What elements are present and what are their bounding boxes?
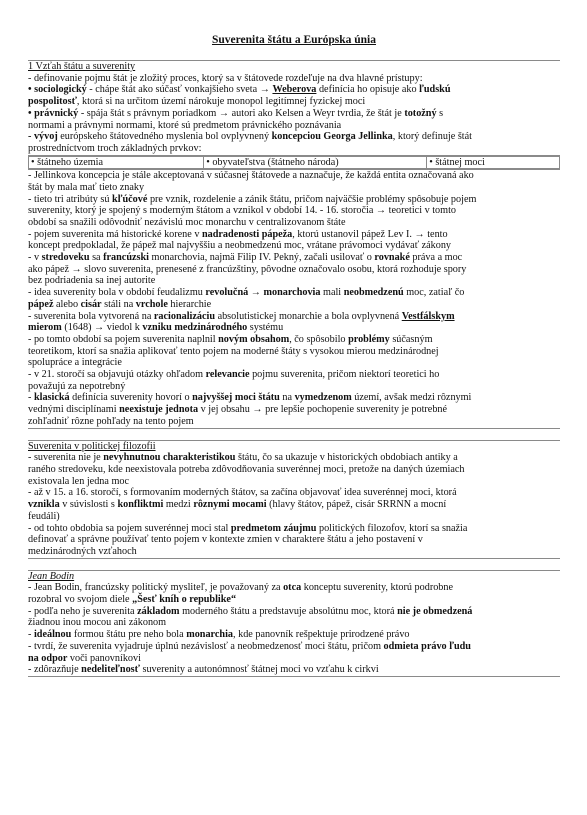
paragraph-line: - suverenita bola vytvorená na racionalizáciu absolutistickej monarchie a bola ovplyvnená Vestfálskym [28, 310, 455, 322]
section-heading-3: Jean Bodin [28, 570, 75, 582]
table-cell: • štátneho územia [29, 156, 204, 169]
spacer [28, 429, 560, 440]
paragraph-line: - v stredoveku sa francúzski monarchovia, najmä Filip IV. Pekný, začali usilovať o rovnaké práva a moc [28, 252, 463, 264]
section-frame-1 [28, 60, 560, 156]
document-page [28, 34, 560, 677]
paragraph-line: - Jellinkova koncepcia je stále akceptovaná v súčasnej štátovede a naznačuje, že každá entita označovaná ako [28, 170, 474, 182]
paragraph-line: - po tomto období sa pojem suverenita naplnil novým obsahom, čo spôsobilo problémy súčasným [28, 333, 433, 345]
paragraph-line: vznikla v súvislosti s konfliktmi medzi rôznymi mocami (hlavy štátov, pápež, cisár SRRNN a mocní [28, 499, 447, 511]
paragraph-line: - idea suverenity bola v období feudalizmu revolučná → monarchovia mali neobmedzenú moc, zatiaľ čo [28, 287, 465, 299]
table-cell: • štátnej moci [427, 156, 560, 169]
spacer [28, 559, 560, 570]
paragraph-line: žiadnou inou mocou ani zákonom [28, 617, 167, 629]
paragraph-line: na odpor voči panovníkovi [28, 652, 141, 664]
table-cell: • obyvateľstva (štátneho národa) [204, 156, 427, 169]
paragraph-line: • sociologický - chápe štát ako súčasť vonkajšieho sveta → Weberova definícia ho opisuje ako ľudskú [28, 84, 451, 96]
section-heading-1: 1 Vzťah štátu a suverenity [28, 61, 136, 72]
paragraph-line: - pojem suverenita má historické korene v nadradenosti pápeža, ktorú ustanovil pápež Lev I. → tento [28, 228, 448, 240]
paragraph-line: - suverenita nie je nevyhnutnou charakteristikou štátu, čo sa ukazuje v historických obdobiach antiky a [28, 452, 458, 464]
paragraph-line: - od tohto obdobia sa pojem suverénnej moci stal predmetom záujmu politických filozofov, ktorí sa snažia [28, 522, 468, 534]
paragraph-line: spolupráce a integrácie [28, 357, 122, 369]
paragraph-line: - vývoj európskeho štátovedného myslenia bol ovplyvnený koncepciou Georga Jellinka, ktorý definuje štát [28, 131, 472, 143]
paragraph-line: - definovanie pojmu štát je zložitý proces, ktorý sa v štátovede rozdeľuje na dva hlavné prístupy: [28, 72, 423, 84]
paragraph-line: považujú za nepotrebný [28, 380, 126, 392]
paragraph-line: medzinárodných vzťahoch [28, 545, 137, 557]
paragraph-line: • právnický - spája štát s právnym poriadkom → autori ako Kelsen a Weyr tvrdia, že štát je totožný s [28, 107, 444, 119]
paragraph-line: vednými disciplínami neexistuje jednota v jej obsahu → pre lepšie pochopenie suverenity je potrebné [28, 404, 448, 416]
paragraph-line: feudáli) [28, 510, 60, 522]
document-title: Suverenita štátu a Európska únia [211, 34, 377, 46]
paragraph-line: - podľa neho je suverenita základom moderného štátu a predstavuje absolútnu moc, ktorá nie je obmedzená [28, 605, 473, 617]
paragraph-line: bez podriadenia sa inej autorite [28, 275, 156, 287]
paragraph-line: prostredníctvom troch základných prvkov: [28, 142, 202, 154]
paragraph-line: - tvrdí, že suverenita vyjadruje úplnú nezávislosť a neobmedzenosť moci štátu, pričom odmieta právo ľudu [28, 640, 471, 652]
paragraph-line: ako pápež → slovo suverenita, prenesené z francúzštiny, pôvodne označovalo osobu, ktorá rozhoduje spory [28, 263, 467, 275]
paragraph-line: - v 21. storočí sa objavujú otázky ohľadom relevancie pojmu suverenita, pričom niektorí teoretici ho [28, 369, 440, 381]
paragraph-line: - až v 15. a 16. storočí, s formovaním moderných štátov, sa začína objavovať idea suverénnej moci, ktorá [28, 487, 457, 499]
paragraph-line: - ideálnou formou štátu pre neho bola monarchia, kde panovník rešpektuje prirodzené právo [28, 629, 410, 641]
paragraph-line: - zdôrazňuje nedeliteľnosť suverenity a autonómnosť štátnej moci vo vzťahu k cirkvi [28, 664, 379, 676]
paragraph-line: pospolitosť, ktorá si na určitom území nárokuje monopol legitímnej fyzickej moci [28, 96, 366, 108]
section-frame-1b [28, 169, 560, 428]
paragraph-line: normami a právnymi normami, ktoré sú predmetom právnického poznávania [28, 119, 342, 131]
paragraph-line: štát by mala mať tieto znaky [28, 181, 145, 193]
paragraph-line: období sa snažili odôvodniť nezávislú moc monarchu v centralizovanom štáte [28, 216, 346, 228]
paragraph-line: pápež alebo cisár stáli na vrchole hierarchie [28, 298, 212, 310]
paragraph-line: rozobral vo svojom diele „Šesť kníh o republike“ [28, 594, 237, 606]
paragraph-line: - tieto tri atribúty sú kľúčové pre vznik, rozdelenie a zánik štátu, pričom najväčšie problémy spôsobuje pojem [28, 193, 477, 205]
section-heading-2: Suverenita v politickej filozofii [28, 440, 156, 452]
section-frame-3 [28, 570, 560, 677]
elements-table [28, 156, 560, 170]
paragraph-line: suverenity, ktorý je spojený s moderným štátom a vznikol v období 14. - 16. storočia → teoretici v tomto [28, 205, 456, 217]
paragraph-line: - klasická definícia suverenity hovorí o najvyššej moci štátu na vymedzenom území, avšak medzi rôznymi [28, 392, 472, 404]
paragraph-line: zohľadniť rôzne pohľady na tento pojem [28, 415, 194, 427]
paragraph-line: definovať a správne používať tento pojem v kontexte zmien v charaktere štátu a jeho postavení v [28, 534, 423, 546]
paragraph-line: - Jean Bodin, francúzsky politický mysliteľ, je považovaný za otca konceptu suverenity, ktorú podrobne [28, 582, 454, 594]
paragraph-line: mierom (1648) → viedol k vzniku medzinárodného systému [28, 322, 284, 334]
paragraph-line: koncept predpokladal, že pápež mal najvyššiu a neobmedzenú moc, vrátane právomoci vydávať zákony [28, 240, 452, 252]
table-row [29, 156, 560, 169]
paragraph-line: raného stredoveku, kde neexistovala potreba zdôvodňovania suverénnej moci, pretože na daných územiach [28, 464, 465, 475]
paragraph-line: teoretikom, ktorí sa snažia aplikovať tento pojem na moderné štáty s vysokou mierou medzinárodnej [28, 345, 439, 357]
section-frame-2 [28, 440, 560, 559]
paragraph-line: existovala len jedna moc [28, 475, 129, 487]
